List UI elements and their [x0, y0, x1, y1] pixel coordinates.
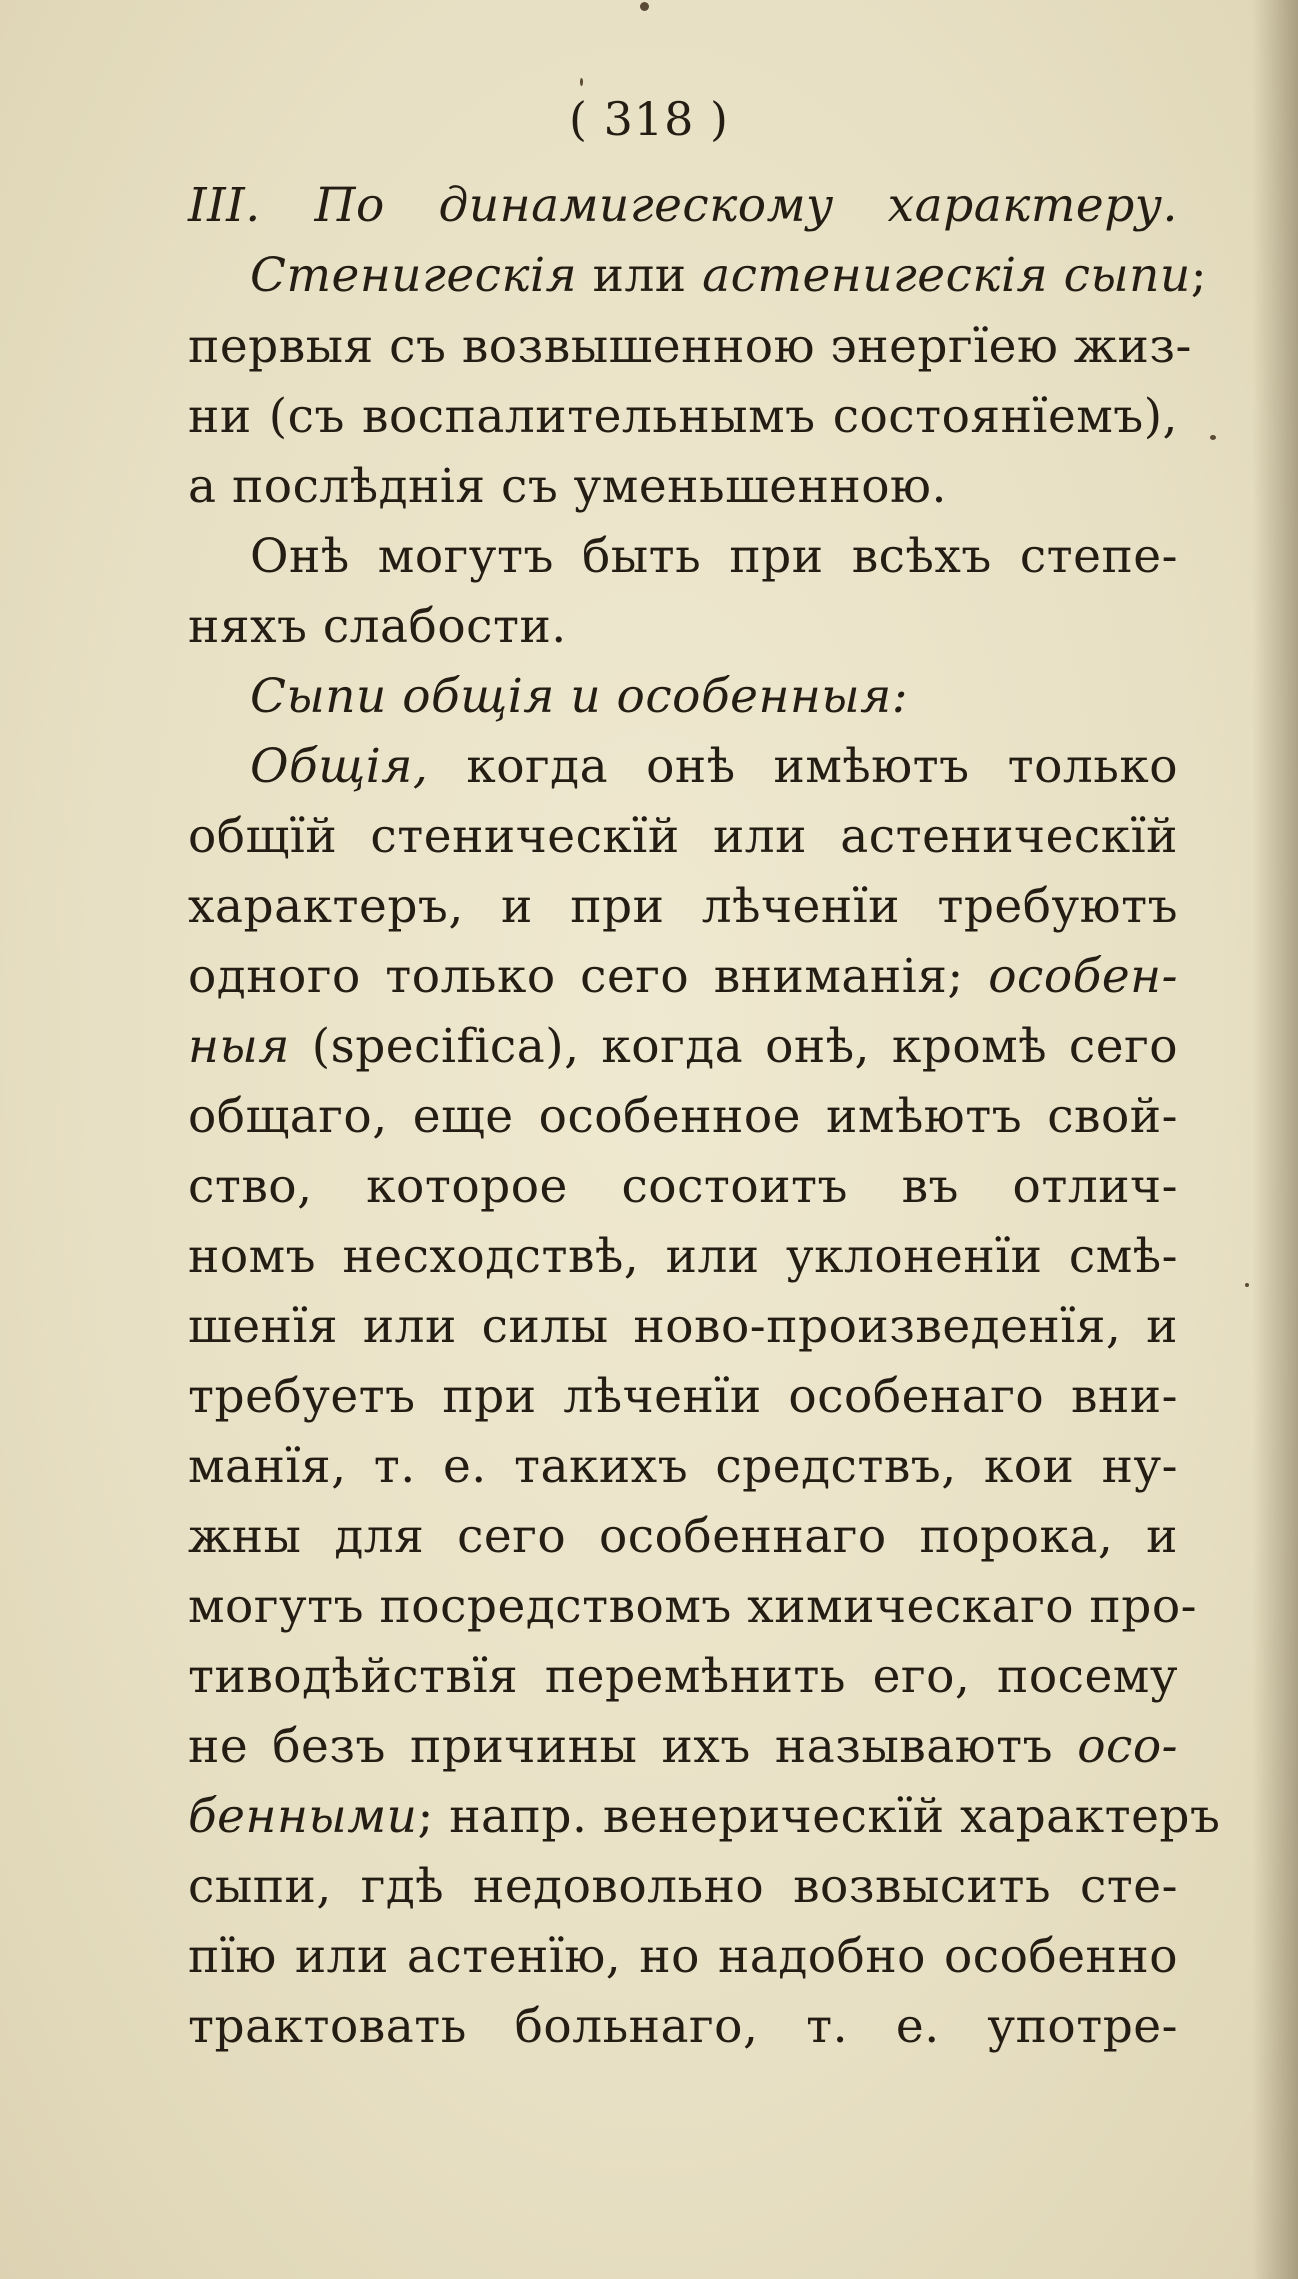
text-run: требуетъ при лѣченїи особенаго вни- [188, 1369, 1178, 1424]
text-line [188, 387, 1178, 447]
text-line [188, 1297, 1178, 1357]
text-line [250, 246, 1208, 306]
text-run: а послѣднія съ уменьшенною. [188, 459, 947, 514]
text-line [188, 317, 1192, 377]
text-line [188, 1577, 1198, 1637]
text-line [188, 807, 1178, 867]
ink-speck [1245, 1283, 1249, 1287]
page-number: ( 318 ) [569, 92, 729, 146]
text-line [188, 1717, 1178, 1777]
text-line [188, 1367, 1178, 1427]
text-line [188, 1787, 1221, 1847]
ink-speck [640, 2, 649, 11]
text-line [188, 176, 1178, 236]
text-line [188, 947, 1178, 1007]
text-line [188, 877, 1178, 937]
text-run: ство, которое состоитъ въ отлич- [188, 1159, 1178, 1214]
text-run: не безъ причины ихъ называютъ [188, 1719, 1078, 1774]
text-line [188, 1927, 1178, 1987]
text-run: пїю или астенїю, но надобно особенно [188, 1929, 1178, 1984]
text-line [188, 1227, 1178, 1287]
text-line [188, 1017, 1178, 1077]
text-line [188, 1857, 1178, 1917]
text-line [250, 667, 908, 727]
text-run: жны для сего особеннаго порока, и [188, 1509, 1178, 1564]
text-line [188, 1157, 1178, 1217]
text-line [188, 457, 947, 517]
italic-text-run: бенными [188, 1789, 418, 1844]
italic-text-run: астенигескія сыпи [702, 248, 1191, 303]
text-run: ни (съ воспалительнымъ состоянїемъ), [188, 389, 1178, 444]
text-run: трактовать больнаго, т. е. употре- [188, 1999, 1178, 2054]
text-line [188, 597, 567, 657]
text-run: ; [1190, 248, 1208, 303]
italic-text-run: III. По динамигескому характеру. [188, 178, 1178, 233]
text-line [188, 1647, 1178, 1707]
italic-text-run: Сыпи общія и особенныя: [250, 669, 909, 724]
ink-speck [580, 78, 583, 86]
text-line [188, 1997, 1178, 2057]
text-run: (specifica), когда онѣ, кромѣ сего [289, 1019, 1178, 1074]
text-run: одного только сего вниманія; [188, 949, 989, 1004]
text-run: могутъ посредствомъ химическаго про- [188, 1579, 1198, 1634]
italic-text-run: Стенигескія [250, 248, 578, 303]
text-line [250, 737, 1178, 797]
ink-speck [1210, 435, 1216, 440]
italic-text-run: ныя [188, 1019, 290, 1074]
text-run: или [577, 248, 703, 303]
text-run: общїй стеническїй или астеническїй [188, 809, 1178, 864]
text-run: первыя съ возвышенною энергїею жиз- [188, 319, 1192, 374]
page-edge-shadow [1252, 0, 1298, 2279]
text-run: ; напр. венерическїй характеръ [417, 1789, 1221, 1844]
text-line [188, 1437, 1178, 1497]
italic-text-run: особен- [988, 949, 1178, 1004]
text-line [188, 1087, 1178, 1147]
text-run: сыпи, гдѣ недовольно возвысить сте- [188, 1859, 1178, 1914]
text-run: номъ несходствѣ, или уклоненїи смѣ- [188, 1229, 1178, 1284]
text-run: когда онѣ имѣютъ только [428, 739, 1178, 794]
text-run: манїя, т. е. такихъ средствъ, кои ну- [188, 1439, 1178, 1494]
text-line [250, 527, 1178, 587]
text-run: тиводѣйствїя перемѣнить его, посему [188, 1649, 1178, 1704]
text-run: характеръ, и при лѣченїи требуютъ [188, 879, 1178, 934]
italic-text-run: Общія, [250, 739, 429, 794]
italic-text-run: осо- [1077, 1719, 1178, 1774]
text-run: общаго, еще особенное имѣютъ свой- [188, 1089, 1178, 1144]
text-run: няхъ слабости. [188, 599, 567, 654]
text-run: шенїя или силы ново-произведенїя, и [188, 1299, 1178, 1354]
text-line [188, 1507, 1178, 1567]
text-run: Онѣ могутъ быть при всѣхъ степе- [250, 529, 1178, 584]
